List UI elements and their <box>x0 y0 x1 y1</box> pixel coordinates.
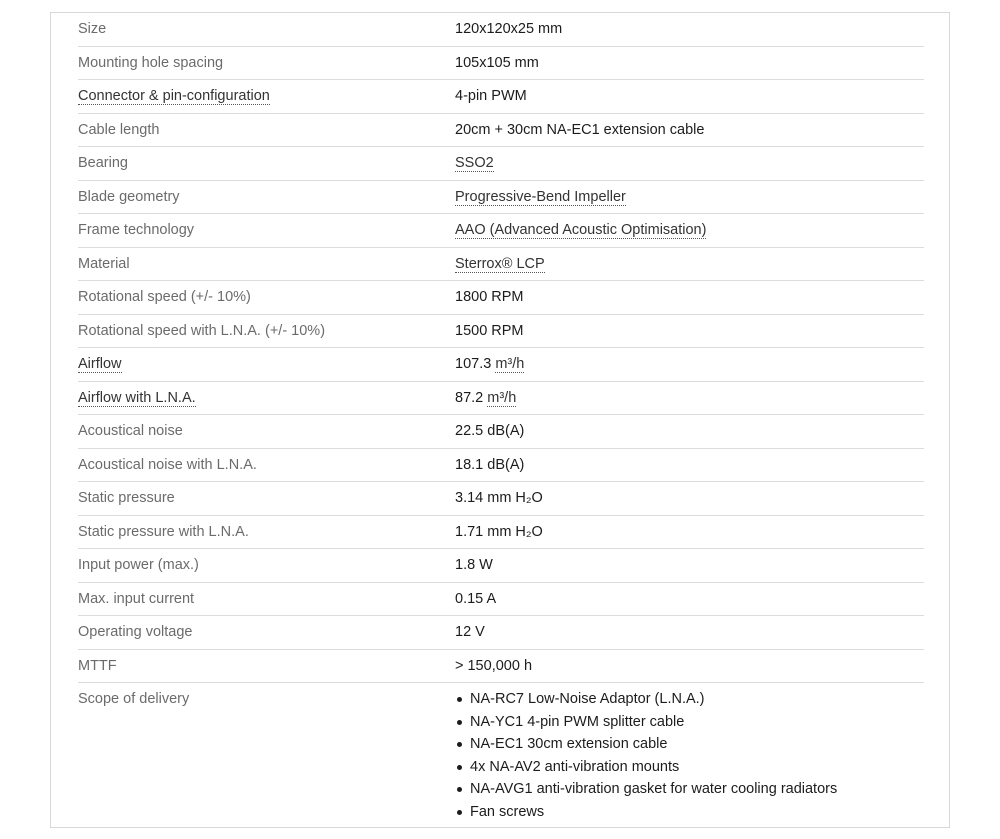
spec-label: Frame technology <box>78 222 195 238</box>
spec-value: 22.5 dB(A) <box>455 423 525 439</box>
spec-row-cable-length <box>78 114 924 148</box>
spec-label: Material <box>78 255 130 272</box>
spec-value: 4-pin PWM <box>455 88 527 104</box>
spec-value: 0.15 A <box>455 590 497 607</box>
spec-label: Bearing <box>78 155 128 171</box>
delivery-list <box>455 691 924 827</box>
spec-value: 3.14 mm H₂O <box>455 490 543 506</box>
spec-label: Rotational speed with L.N.A. (+/- 10%) <box>78 322 326 339</box>
spec-value: 120x120x25 mm <box>455 21 563 37</box>
spec-label <box>78 382 455 415</box>
spec-row-static-pressure <box>78 482 924 516</box>
spec-value: 1.8 W <box>455 557 493 573</box>
spec-value <box>455 683 924 827</box>
spec-row-mttf <box>78 650 924 684</box>
airflow-lna-link[interactable]: Airflow with L.N.A. <box>78 389 196 406</box>
list-item: NA-RC7 Low-Noise Adaptor (L.N.A.) <box>455 691 924 714</box>
spec-row-size <box>78 13 924 47</box>
unit-link[interactable]: m³/h <box>495 356 525 372</box>
spec-value: 1.71 mm H₂O <box>455 523 543 540</box>
airflow-number: 87.2 <box>455 389 484 406</box>
frame-technology-link[interactable]: AAO (Advanced Acoustic Optimisation) <box>455 222 707 238</box>
spec-value <box>455 214 924 247</box>
spec-label: Mounting hole spacing <box>78 54 224 71</box>
spec-value <box>455 147 924 180</box>
spec-label: Input power (max.) <box>78 557 199 573</box>
spec-row-input-power <box>78 549 924 583</box>
spec-row-connector <box>78 80 924 114</box>
spec-label: Acoustical noise <box>78 423 183 439</box>
airflow-link[interactable]: Airflow <box>78 356 122 372</box>
spec-value: > 150,000 h <box>455 657 533 674</box>
list-item: Fan screws <box>455 804 924 827</box>
list-item: NA-YC1 4-pin PWM splitter cable <box>455 714 924 737</box>
spec-label: Static pressure with L.N.A. <box>78 523 249 540</box>
bearing-link[interactable]: SSO2 <box>455 155 494 171</box>
spec-label: Size <box>78 21 107 37</box>
spec-row-scope-of-delivery <box>78 683 924 827</box>
spec-label: Static pressure <box>78 490 175 506</box>
spec-label: Scope of delivery <box>78 691 190 707</box>
spec-panel <box>50 12 950 828</box>
spec-table <box>78 13 924 827</box>
spec-row-rotational-speed-lna <box>78 315 924 349</box>
spec-value: 105x105 mm <box>455 54 539 71</box>
list-item: NA-EC1 30cm extension cable <box>455 736 924 759</box>
spec-value: 18.1 dB(A) <box>455 456 525 473</box>
spec-label <box>78 348 455 381</box>
spec-value <box>455 181 924 214</box>
spec-row-material <box>78 248 924 282</box>
spec-label <box>78 80 455 113</box>
material-link[interactable]: Sterrox® LCP <box>455 255 545 272</box>
blade-geometry-link[interactable]: Progressive-Bend Impeller <box>455 188 626 205</box>
unit-link[interactable]: m³/h <box>487 389 517 406</box>
spec-label: MTTF <box>78 657 117 674</box>
spec-label: Cable length <box>78 121 160 138</box>
spec-row-mounting-hole-spacing <box>78 47 924 81</box>
spec-row-frame-technology <box>78 214 924 248</box>
spec-value: 12 V <box>455 624 485 640</box>
spec-row-airflow-lna <box>78 382 924 416</box>
spec-value <box>455 248 924 281</box>
airflow-number: 107.3 <box>455 356 492 372</box>
spec-label: Operating voltage <box>78 624 193 640</box>
spec-value <box>455 348 924 381</box>
connector-link[interactable]: Connector & pin-configuration <box>78 88 270 104</box>
spec-row-operating-voltage <box>78 616 924 650</box>
list-item: NA-AVG1 anti-vibration gasket for water cooling radiators <box>455 781 924 804</box>
spec-value: 1800 RPM <box>455 289 524 305</box>
spec-row-acoustical-noise-lna <box>78 449 924 483</box>
spec-label: Rotational speed (+/- 10%) <box>78 289 251 305</box>
spec-row-airflow <box>78 348 924 382</box>
spec-label: Max. input current <box>78 590 195 607</box>
spec-value <box>455 382 924 415</box>
spec-row-blade-geometry <box>78 181 924 215</box>
spec-row-acoustical-noise <box>78 415 924 449</box>
spec-label: Blade geometry <box>78 188 180 205</box>
spec-row-rotational-speed <box>78 281 924 315</box>
list-item: 4x NA-AV2 anti-vibration mounts <box>455 759 924 782</box>
spec-value: 20cm + 30cm NA-EC1 extension cable <box>455 121 705 138</box>
spec-label: Acoustical noise with L.N.A. <box>78 456 257 473</box>
spec-value: 1500 RPM <box>455 322 524 339</box>
spec-row-bearing <box>78 147 924 181</box>
spec-row-max-input-current <box>78 583 924 617</box>
spec-row-static-pressure-lna <box>78 516 924 550</box>
